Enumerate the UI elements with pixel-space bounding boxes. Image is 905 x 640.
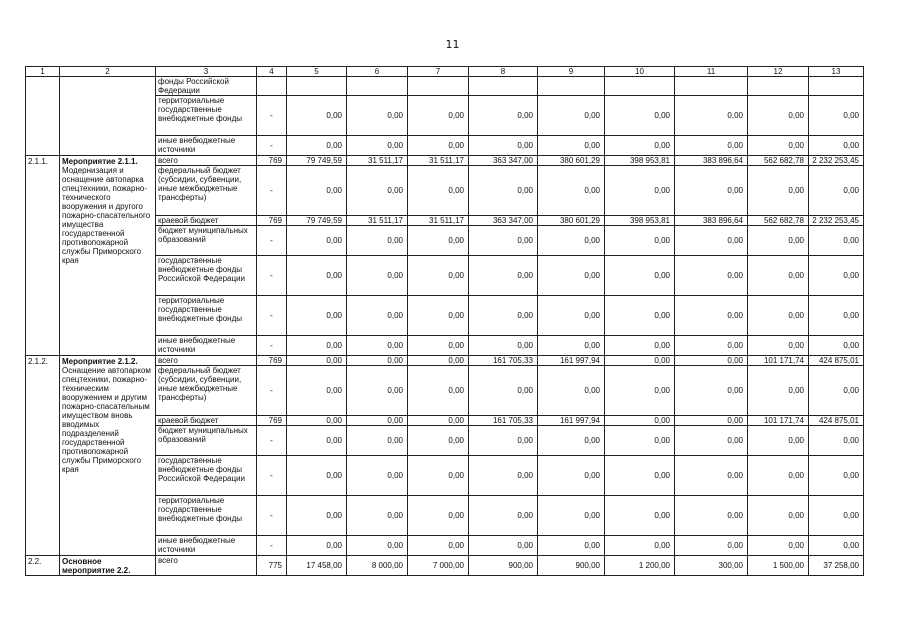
grbs-code: -: [257, 136, 287, 156]
amount-cell-11: 300,00: [675, 556, 748, 576]
amount-cell-8: 161 705,33: [469, 416, 538, 426]
page-number: 11: [445, 38, 460, 51]
funding-source: иные внебюджетные источники: [156, 336, 257, 356]
amount-cell-7: 0,00: [408, 166, 469, 216]
amount-cell-8: 0,00: [469, 336, 538, 356]
amount-cell-10: 0,00: [605, 296, 675, 336]
amount-cell-10: 398 953,81: [605, 156, 675, 166]
funding-source: территориальные государственные внебюджетные фонды: [156, 296, 257, 336]
amount-cell-13: 0,00: [809, 136, 864, 156]
amount-cell-7: 0,00: [408, 336, 469, 356]
amount-cell-11: 0,00: [675, 166, 748, 216]
amount-cell-6: 0,00: [347, 96, 408, 136]
amount-cell-5: 0,00: [287, 536, 347, 556]
amount-cell-8: 363 347,00: [469, 216, 538, 226]
amount-cell-6: 0,00: [347, 456, 408, 496]
amount-cell-7: [408, 77, 469, 96]
grbs-code: -: [257, 426, 287, 456]
amount-cell-6: 0,00: [347, 536, 408, 556]
funding-source: краевой бюджет: [156, 216, 257, 226]
amount-cell-9: 0,00: [538, 536, 605, 556]
amount-cell-12: 0,00: [748, 536, 809, 556]
amount-cell-9: 161 997,94: [538, 416, 605, 426]
amount-cell-8: 161 705,33: [469, 356, 538, 366]
funding-source: бюджет муниципальных образований: [156, 226, 257, 256]
amount-cell-9: 0,00: [538, 226, 605, 256]
column-header-10: 10: [605, 67, 675, 77]
amount-cell-5: 79 749,59: [287, 216, 347, 226]
amount-cell-7: 0,00: [408, 426, 469, 456]
amount-cell-11: 0,00: [675, 426, 748, 456]
amount-cell-12: 0,00: [748, 456, 809, 496]
amount-cell-6: 0,00: [347, 226, 408, 256]
grbs-code: -: [257, 96, 287, 136]
amount-cell-11: 0,00: [675, 256, 748, 296]
amount-cell-9: 380 601,29: [538, 156, 605, 166]
funding-source: бюджет муниципальных образований: [156, 426, 257, 456]
table-row: [26, 156, 864, 166]
column-header-3: 3: [156, 67, 257, 77]
amount-cell-13: 424 875,01: [809, 416, 864, 426]
column-header-12: 12: [748, 67, 809, 77]
amount-cell-9: 0,00: [538, 296, 605, 336]
grbs-code: -: [257, 536, 287, 556]
amount-cell-13: 0,00: [809, 496, 864, 536]
amount-cell-13: 0,00: [809, 366, 864, 416]
table-header: [26, 67, 864, 77]
title-bold: Мероприятие 2.1.2.: [62, 357, 138, 366]
grbs-code: -: [257, 166, 287, 216]
amount-cell-11: 0,00: [675, 136, 748, 156]
amount-cell-10: 0,00: [605, 336, 675, 356]
amount-cell-8: 900,00: [469, 556, 538, 576]
amount-cell-5: 0,00: [287, 166, 347, 216]
amount-cell-5: 0,00: [287, 296, 347, 336]
amount-cell-9: 0,00: [538, 96, 605, 136]
budget-table: [25, 66, 864, 576]
amount-cell-7: 0,00: [408, 256, 469, 296]
amount-cell-6: [347, 77, 408, 96]
amount-cell-9: 161 997,94: [538, 356, 605, 366]
amount-cell-11: 0,00: [675, 96, 748, 136]
amount-cell-13: 0,00: [809, 256, 864, 296]
column-header-13: 13: [809, 67, 864, 77]
amount-cell-5: 0,00: [287, 366, 347, 416]
amount-cell-5: 0,00: [287, 356, 347, 366]
amount-cell-12: 1 500,00: [748, 556, 809, 576]
amount-cell-10: 0,00: [605, 416, 675, 426]
table-row: [26, 77, 864, 96]
amount-cell-10: 0,00: [605, 536, 675, 556]
column-header-1: 1: [26, 67, 60, 77]
amount-cell-9: 0,00: [538, 426, 605, 456]
row-code: 2.2.: [26, 556, 60, 576]
amount-cell-9: [538, 77, 605, 96]
amount-cell-12: 0,00: [748, 496, 809, 536]
amount-cell-7: 0,00: [408, 356, 469, 366]
amount-cell-7: 31 511,17: [408, 216, 469, 226]
amount-cell-10: 0,00: [605, 136, 675, 156]
grbs-code: -: [257, 366, 287, 416]
amount-cell-7: 0,00: [408, 226, 469, 256]
amount-cell-10: 0,00: [605, 456, 675, 496]
amount-cell-11: 0,00: [675, 226, 748, 256]
amount-cell-6: 0,00: [347, 166, 408, 216]
amount-cell-13: 0,00: [809, 226, 864, 256]
amount-cell-9: 900,00: [538, 556, 605, 576]
amount-cell-10: 0,00: [605, 256, 675, 296]
row-title: [60, 77, 156, 156]
amount-cell-8: 0,00: [469, 536, 538, 556]
amount-cell-11: 383 896,64: [675, 156, 748, 166]
amount-cell-7: 0,00: [408, 96, 469, 136]
grbs-code: 769: [257, 416, 287, 426]
amount-cell-11: 0,00: [675, 536, 748, 556]
amount-cell-6: 0,00: [347, 296, 408, 336]
amount-cell-5: 0,00: [287, 416, 347, 426]
amount-cell-11: 0,00: [675, 336, 748, 356]
amount-cell-12: 0,00: [748, 136, 809, 156]
funding-source: территориальные государственные внебюджетные фонды: [156, 96, 257, 136]
amount-cell-12: 0,00: [748, 366, 809, 416]
amount-cell-9: 0,00: [538, 496, 605, 536]
column-header-6: 6: [347, 67, 408, 77]
amount-cell-13: 0,00: [809, 336, 864, 356]
amount-cell-7: 0,00: [408, 496, 469, 536]
amount-cell-12: 562 682,78: [748, 156, 809, 166]
amount-cell-10: [605, 77, 675, 96]
table-body: [26, 77, 864, 576]
column-header-11: 11: [675, 67, 748, 77]
row-title: [60, 356, 156, 556]
grbs-code: 775: [257, 556, 287, 576]
amount-cell-13: 0,00: [809, 426, 864, 456]
amount-cell-11: 0,00: [675, 416, 748, 426]
amount-cell-10: 0,00: [605, 366, 675, 416]
amount-cell-5: 17 458,00: [287, 556, 347, 576]
amount-cell-8: 0,00: [469, 166, 538, 216]
grbs-code: [257, 77, 287, 96]
amount-cell-8: 0,00: [469, 256, 538, 296]
grbs-code: -: [257, 226, 287, 256]
row-code: 2.1.1.: [26, 156, 60, 356]
amount-cell-6: 0,00: [347, 426, 408, 456]
funding-source: иные внебюджетные источники: [156, 536, 257, 556]
amount-cell-13: [809, 77, 864, 96]
amount-cell-11: 383 896,64: [675, 216, 748, 226]
amount-cell-12: 0,00: [748, 166, 809, 216]
funding-source: федеральный бюджет (субсидии, субвенции, иные межбюджетные трансферты): [156, 166, 257, 216]
amount-cell-13: 0,00: [809, 456, 864, 496]
row-code: [26, 77, 60, 156]
amount-cell-11: 0,00: [675, 366, 748, 416]
amount-cell-10: 0,00: [605, 496, 675, 536]
amount-cell-12: 101 171,74: [748, 356, 809, 366]
amount-cell-8: 0,00: [469, 226, 538, 256]
funding-source: всего: [156, 556, 257, 576]
funding-source: территориальные государственные внебюджетные фонды: [156, 496, 257, 536]
grbs-code: 769: [257, 216, 287, 226]
amount-cell-5: [287, 77, 347, 96]
amount-cell-12: 0,00: [748, 336, 809, 356]
amount-cell-12: 101 171,74: [748, 416, 809, 426]
amount-cell-6: 31 511,17: [347, 156, 408, 166]
amount-cell-6: 8 000,00: [347, 556, 408, 576]
amount-cell-5: 0,00: [287, 456, 347, 496]
amount-cell-6: 0,00: [347, 356, 408, 366]
amount-cell-6: 0,00: [347, 256, 408, 296]
funding-source: фонды Российской Федерации: [156, 77, 257, 96]
amount-cell-11: 0,00: [675, 296, 748, 336]
amount-cell-10: 0,00: [605, 356, 675, 366]
amount-cell-7: 0,00: [408, 136, 469, 156]
amount-cell-9: 0,00: [538, 456, 605, 496]
amount-cell-8: [469, 77, 538, 96]
grbs-code: -: [257, 256, 287, 296]
amount-cell-7: 31 511,17: [408, 156, 469, 166]
amount-cell-11: 0,00: [675, 456, 748, 496]
amount-cell-11: 0,00: [675, 356, 748, 366]
amount-cell-13: 0,00: [809, 166, 864, 216]
amount-cell-11: 0,00: [675, 496, 748, 536]
amount-cell-7: 0,00: [408, 296, 469, 336]
amount-cell-5: 0,00: [287, 496, 347, 536]
amount-cell-9: 0,00: [538, 366, 605, 416]
amount-cell-6: 0,00: [347, 336, 408, 356]
amount-cell-6: 0,00: [347, 496, 408, 536]
amount-cell-5: 0,00: [287, 336, 347, 356]
amount-cell-12: 0,00: [748, 296, 809, 336]
amount-cell-12: 0,00: [748, 256, 809, 296]
row-title: [60, 156, 156, 356]
row-title: Основное мероприятие 2.2.: [60, 556, 156, 576]
column-header-4: 4: [257, 67, 287, 77]
amount-cell-5: 0,00: [287, 136, 347, 156]
amount-cell-10: 0,00: [605, 166, 675, 216]
funding-source: государственные внебюджетные фонды Российской Федерации: [156, 456, 257, 496]
grbs-code: -: [257, 336, 287, 356]
funding-source: государственные внебюджетные фонды Российской Федерации: [156, 256, 257, 296]
amount-cell-5: 0,00: [287, 226, 347, 256]
amount-cell-7: 0,00: [408, 536, 469, 556]
amount-cell-13: 37 258,00: [809, 556, 864, 576]
amount-cell-13: 0,00: [809, 536, 864, 556]
column-header-2: 2: [60, 67, 156, 77]
row-code: 2.1.2.: [26, 356, 60, 556]
amount-cell-8: 0,00: [469, 496, 538, 536]
column-header-9: 9: [538, 67, 605, 77]
amount-cell-7: 0,00: [408, 456, 469, 496]
amount-cell-10: 0,00: [605, 426, 675, 456]
amount-cell-13: 424 875,01: [809, 356, 864, 366]
amount-cell-9: 380 601,29: [538, 216, 605, 226]
amount-cell-12: [748, 77, 809, 96]
amount-cell-10: 398 953,81: [605, 216, 675, 226]
amount-cell-9: 0,00: [538, 256, 605, 296]
table-row: [26, 356, 864, 366]
funding-source: федеральный бюджет (субсидии, субвенции, иные межбюджетные трансферты): [156, 366, 257, 416]
amount-cell-5: 0,00: [287, 256, 347, 296]
amount-cell-5: 79 749,59: [287, 156, 347, 166]
amount-cell-9: 0,00: [538, 336, 605, 356]
amount-cell-8: 0,00: [469, 456, 538, 496]
title-bold: Мероприятие 2.1.1.: [62, 157, 138, 166]
amount-cell-10: 0,00: [605, 96, 675, 136]
amount-cell-10: 0,00: [605, 226, 675, 256]
grbs-code: -: [257, 456, 287, 496]
amount-cell-11: [675, 77, 748, 96]
amount-cell-13: 0,00: [809, 296, 864, 336]
amount-cell-8: 363 347,00: [469, 156, 538, 166]
amount-cell-6: 0,00: [347, 416, 408, 426]
amount-cell-8: 0,00: [469, 426, 538, 456]
amount-cell-6: 0,00: [347, 136, 408, 156]
amount-cell-7: 7 000,00: [408, 556, 469, 576]
funding-source: иные внебюджетные источники: [156, 136, 257, 156]
amount-cell-13: 2 232 253,45: [809, 156, 864, 166]
amount-cell-12: 0,00: [748, 96, 809, 136]
amount-cell-12: 0,00: [748, 226, 809, 256]
amount-cell-8: 0,00: [469, 136, 538, 156]
amount-cell-7: 0,00: [408, 366, 469, 416]
amount-cell-7: 0,00: [408, 416, 469, 426]
amount-cell-8: 0,00: [469, 366, 538, 416]
funding-source: всего: [156, 156, 257, 166]
column-header-7: 7: [408, 67, 469, 77]
amount-cell-6: 31 511,17: [347, 216, 408, 226]
funding-source: краевой бюджет: [156, 416, 257, 426]
amount-cell-12: 562 682,78: [748, 216, 809, 226]
amount-cell-10: 1 200,00: [605, 556, 675, 576]
amount-cell-5: 0,00: [287, 96, 347, 136]
column-header-5: 5: [287, 67, 347, 77]
amount-cell-8: 0,00: [469, 296, 538, 336]
amount-cell-13: 0,00: [809, 96, 864, 136]
title-text: Оснащение автопарком спецтехники, пожарно-техническим вооружением и другим пожарно-спасательным имуществом вновь вводимых подразделений государственной противопожарной службы Приморского края: [62, 366, 151, 474]
grbs-code: 769: [257, 156, 287, 166]
table-row: [26, 556, 864, 576]
amount-cell-9: 0,00: [538, 166, 605, 216]
column-header-8: 8: [469, 67, 538, 77]
grbs-code: 769: [257, 356, 287, 366]
amount-cell-12: 0,00: [748, 426, 809, 456]
amount-cell-13: 2 232 253,45: [809, 216, 864, 226]
amount-cell-9: 0,00: [538, 136, 605, 156]
grbs-code: -: [257, 296, 287, 336]
amount-cell-8: 0,00: [469, 96, 538, 136]
amount-cell-5: 0,00: [287, 426, 347, 456]
title-text: Модернизация и оснащение автопарка спецтехники, пожарно-технического вооружения и другого пожарно-спасательного имущества государственной противопожарной службы Приморского края: [62, 166, 151, 265]
funding-source: всего: [156, 356, 257, 366]
amount-cell-6: 0,00: [347, 366, 408, 416]
grbs-code: -: [257, 496, 287, 536]
